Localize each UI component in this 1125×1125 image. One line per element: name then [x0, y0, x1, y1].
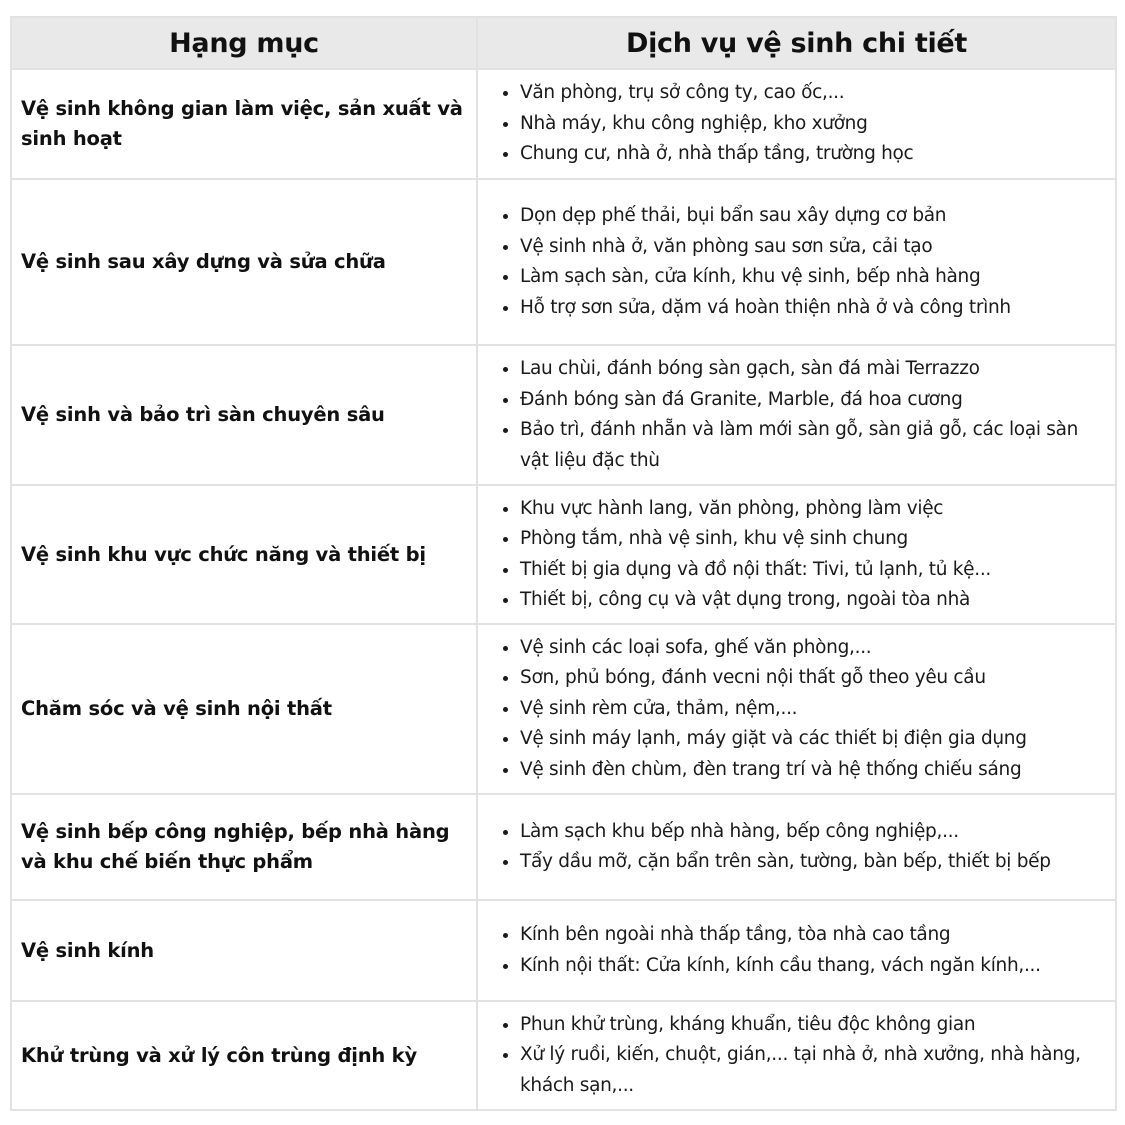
- table-row: [11, 624, 1116, 794]
- service-list-item: • Dọn dẹp phế thải, bụi bẩn sau xây dựng cơ bản: [520, 201, 1095, 232]
- table-row: [11, 794, 1116, 900]
- service-list-item: • Khu vực hành lang, văn phòng, phòng làm việc: [520, 494, 1095, 525]
- service-list-item: • Vệ sinh rèm cửa, thảm, nệm,...: [520, 694, 1095, 725]
- category-cell: Vệ sinh bếp công nghiệp, bếp nhà hàng và khu chế biến thực phẩm: [11, 794, 477, 900]
- service-list-item: • Nhà máy, khu công nghiệp, kho xưởng: [520, 109, 1095, 140]
- service-list-item: • Thiết bị, công cụ và vật dụng trong, ngoài tòa nhà: [520, 585, 1095, 616]
- service-list-item: • Kính nội thất: Cửa kính, kính cầu thang, vách ngăn kính,...: [520, 951, 1095, 982]
- details-cell: [477, 485, 1116, 624]
- service-list: [478, 494, 1095, 616]
- service-list-item: • Vệ sinh các loại sofa, ghế văn phòng,...: [520, 633, 1095, 664]
- service-list-item: • Hỗ trợ sơn sửa, dặm vá hoàn thiện nhà ở và công trình: [520, 293, 1095, 324]
- table-row: [11, 1001, 1116, 1110]
- service-list-item: • Bảo trì, đánh nhẵn và làm mới sàn gỗ, sàn giả gỗ, các loại sàn vật liệu đặc thù: [520, 415, 1095, 476]
- table-row: [11, 345, 1116, 485]
- service-list: [478, 633, 1095, 786]
- details-cell: [477, 794, 1116, 900]
- service-list-item: • Chung cư, nhà ở, nhà thấp tầng, trường học: [520, 139, 1095, 170]
- table-header-row: [11, 17, 1116, 69]
- table-row: [11, 485, 1116, 624]
- service-list-item: • Vệ sinh máy lạnh, máy giặt và các thiết bị điện gia dụng: [520, 724, 1095, 755]
- service-list-item: • Lau chùi, đánh bóng sàn gạch, sàn đá mài Terrazzo: [520, 354, 1095, 385]
- service-list: [478, 201, 1095, 323]
- service-list-item: • Làm sạch sàn, cửa kính, khu vệ sinh, bếp nhà hàng: [520, 262, 1095, 293]
- category-cell: Vệ sinh sau xây dựng và sửa chữa: [11, 179, 477, 345]
- table-row: [11, 69, 1116, 179]
- service-list-item: • Sơn, phủ bóng, đánh vecni nội thất gỗ theo yêu cầu: [520, 663, 1095, 694]
- header-detailed-services: Dịch vụ vệ sinh chi tiết: [477, 17, 1116, 69]
- service-list-item: • Tẩy dầu mỡ, cặn bẩn trên sàn, tường, bàn bếp, thiết bị bếp: [520, 847, 1095, 878]
- details-cell: [477, 900, 1116, 1001]
- service-list: [478, 354, 1095, 476]
- service-list-item: • Kính bên ngoài nhà thấp tầng, tòa nhà cao tầng: [520, 920, 1095, 951]
- services-table: [10, 16, 1117, 1111]
- category-cell: Chăm sóc và vệ sinh nội thất: [11, 624, 477, 794]
- service-list-item: • Văn phòng, trụ sở công ty, cao ốc,...: [520, 78, 1095, 109]
- service-list-item: • Phun khử trùng, kháng khuẩn, tiêu độc không gian: [520, 1010, 1095, 1041]
- service-list: [478, 920, 1095, 981]
- category-cell: Vệ sinh và bảo trì sàn chuyên sâu: [11, 345, 477, 485]
- category-cell: Vệ sinh khu vực chức năng và thiết bị: [11, 485, 477, 624]
- details-cell: [477, 624, 1116, 794]
- details-cell: [477, 1001, 1116, 1110]
- category-cell: Khử trùng và xử lý côn trùng định kỳ: [11, 1001, 477, 1110]
- service-list: [478, 78, 1095, 170]
- details-cell: [477, 179, 1116, 345]
- service-list: [478, 817, 1095, 878]
- header-category: Hạng mục: [11, 17, 477, 69]
- details-cell: [477, 69, 1116, 179]
- service-list-item: • Thiết bị gia dụng và đồ nội thất: Tivi, tủ lạnh, tủ kệ...: [520, 555, 1095, 586]
- category-cell: Vệ sinh không gian làm việc, sản xuất và sinh hoạt: [11, 69, 477, 179]
- service-list: [478, 1010, 1095, 1102]
- details-cell: [477, 345, 1116, 485]
- service-list-item: • Phòng tắm, nhà vệ sinh, khu vệ sinh chung: [520, 524, 1095, 555]
- table-row: [11, 179, 1116, 345]
- table-row: [11, 900, 1116, 1001]
- service-list-item: • Vệ sinh đèn chùm, đèn trang trí và hệ thống chiếu sáng: [520, 755, 1095, 786]
- service-list-item: • Xử lý ruồi, kiến, chuột, gián,... tại nhà ở, nhà xưởng, nhà hàng, khách sạn,...: [520, 1040, 1095, 1101]
- service-list-item: • Đánh bóng sàn đá Granite, Marble, đá hoa cương: [520, 385, 1095, 416]
- service-list-item: • Làm sạch khu bếp nhà hàng, bếp công nghiệp,...: [520, 817, 1095, 848]
- category-cell: Vệ sinh kính: [11, 900, 477, 1001]
- service-list-item: • Vệ sinh nhà ở, văn phòng sau sơn sửa, cải tạo: [520, 232, 1095, 263]
